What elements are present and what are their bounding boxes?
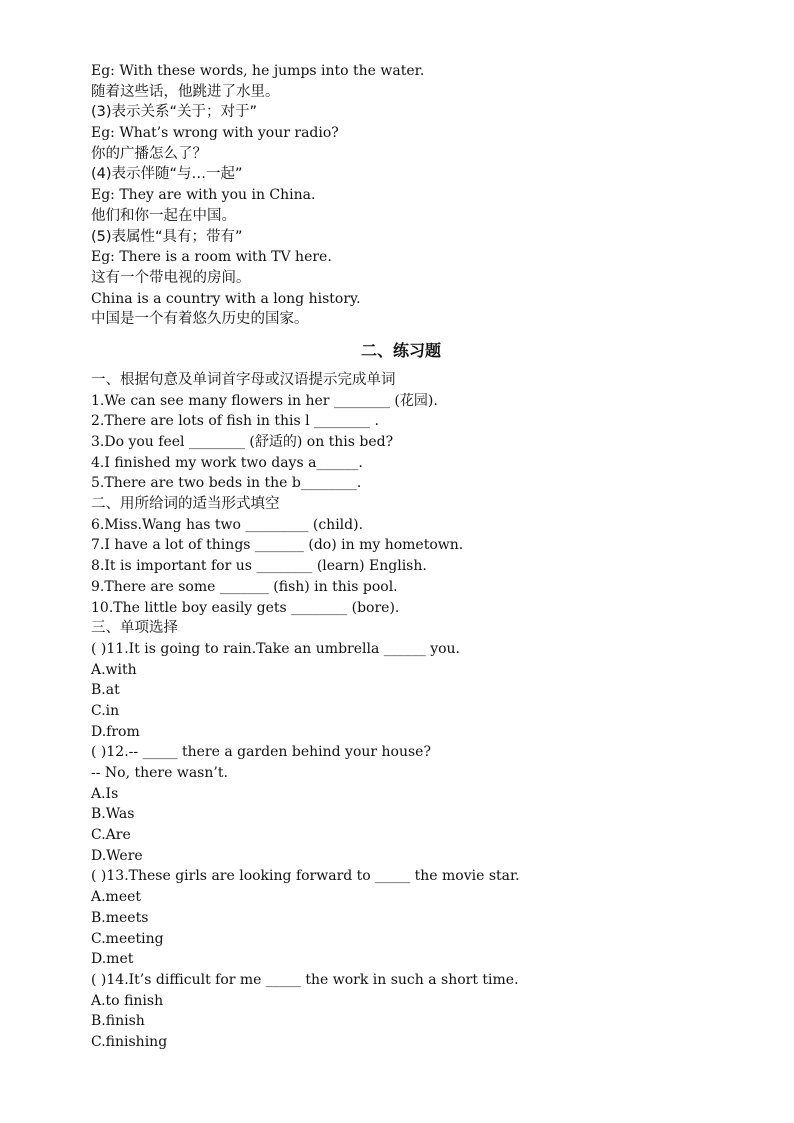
exercise-line: D.Were [91, 847, 143, 864]
exercise-line: 6.Miss.Wang has two _________ (child). [91, 516, 364, 533]
document-body [91, 61, 711, 1053]
note-line: 随着这些话，他跳进了水里。 [91, 83, 280, 100]
exercise-line: ( )11.It is going to rain.Take an umbrella ______ you. [91, 640, 461, 657]
exercise-line: C.meeting [91, 930, 164, 947]
exercise-line: B.finish [91, 1013, 145, 1030]
exercise-line: 8.It is important for us ________ (learn) English. [91, 558, 427, 575]
note-line: (3)表示关系“关于；对于” [91, 104, 258, 121]
exercise-line: 5.There are two beds in the b________. [91, 475, 362, 492]
exercise-line: C.in [91, 702, 120, 719]
exercise-line: 2.There are lots of fish in this l ________ . [91, 413, 379, 430]
exercise-line: 3.Do you feel ________ (舒适的) on this bed? [91, 434, 394, 450]
exercise-list [91, 370, 711, 1053]
exercise-line: ( )13.These girls are looking forward to _____ the movie star. [91, 868, 520, 885]
exercise-line: A.with [91, 661, 137, 678]
note-line: Eg: They are with you in China. [91, 187, 316, 204]
exercise-line: B.meets [91, 909, 149, 926]
exercise-line: D.from [91, 723, 140, 740]
exercise-line: 10.The little boy easily gets ________ (bore). [91, 599, 400, 616]
exercise-line: A.meet [91, 889, 142, 906]
exercise-line: C.finishing [91, 1033, 168, 1050]
note-line: Eg: With these words, he jumps into the water. [91, 63, 425, 79]
exercise-line: 1.We can see many flowers in her ________ (花园). [91, 392, 438, 409]
exercise-line: 三、单项选择 [91, 620, 178, 637]
note-line: (5)表属性“具有；带有” [91, 228, 243, 245]
exercise-line: 二、用所给词的适当形式填空 [91, 496, 280, 513]
exercise-line: A.to finish [91, 992, 164, 1009]
note-line: 你的广播怎么了？ [91, 145, 207, 162]
exercise-line: 4.I finished my work two days a______. [91, 454, 363, 471]
grammar-notes [91, 61, 711, 330]
note-line: Eg: What’s wrong with your radio? [91, 125, 339, 142]
exercise-line: C.Are [91, 827, 131, 844]
exercise-line: B.at [91, 682, 120, 699]
note-line: 中国是一个有着悠久历史的国家。 [91, 311, 309, 328]
exercise-line: ( )14.It’s difficult for me _____ the work in such a short time. [91, 971, 519, 988]
section-title: 二、练习题 [360, 340, 441, 360]
exercise-line: ( )12.-- _____ there a garden behind your house? [91, 744, 431, 761]
exercise-line: D.met [91, 951, 134, 968]
note-line: China is a country with a long history. [91, 290, 361, 307]
note-line: (4)表示伴随“与…一起” [91, 166, 243, 183]
exercise-line: B.Was [91, 806, 135, 823]
exercise-line: -- No, there wasn’t. [91, 765, 228, 781]
note-line: 这有一个带电视的房间。 [91, 269, 251, 286]
exercise-line: 一、根据句意及单词首字母或汉语提示完成单词 [91, 371, 396, 388]
note-line: Eg: There is a room with TV here. [91, 249, 332, 266]
exercise-line: 9.There are some _______ (fish) in this pool. [91, 578, 398, 595]
exercise-line: 7.I have a lot of things _______ (do) in my hometown. [91, 537, 464, 554]
exercise-line: A.Is [91, 785, 119, 802]
note-line: 他们和你一起在中国。 [91, 207, 236, 224]
